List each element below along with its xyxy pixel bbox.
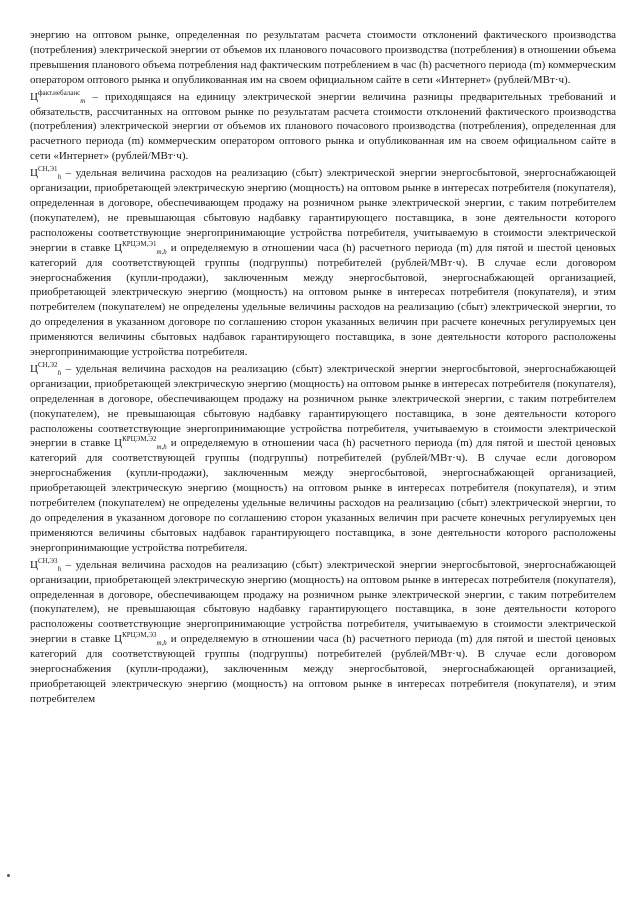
paragraph-sn-e2-text-after: и определяемую в отношении часа (h) расчетного периода (m) для пятой и шестой ценовых категорий для соответствующей группы (подгруппы) потребителей (рублей/МВт·ч). В случае если договором энергоснабжения (купли-продажи), заключенным между энергосбытовой, энергоснабжающей организацией, приобретающей электрическую энергию (мощность) на оптовом рынке в интересах потребителя (покупателя), и этим потребителем (покупателем) не определены удельные величины расходов на реализацию (сбыт) электрической энергии, то до определения в указанном договоре по соглашению сторон указанных величин при расчете конечных регулируемых цен применяются величины сбытовых надбавок гарантирующего поставщика, в зоне деятельности которого расположены энергопринимающие устройства потребителя. [30,437,616,554]
price-symbol-krcem-e1: $Ц^{КРЦЭМ,Э1}_{m,h}$ [114,239,167,256]
paragraph-fact-imbalance-text: – приходящаяся на единицу электрической энергии величина разницы предварительных требований и обязательств, рассчитанных на оптовом рынке по результатам расчета стоимости отклонений фактического производства (потребления) электрической энергии от объемов их планового почасового производства (потребления), определенная для расчетного периода (m) коммерческим оператором оптового рынка и опубликованная им на своем официальном сайте в сети «Интернет» (рублей/МВт·ч). [30,90,616,163]
paragraph-sn-e2-text-before: – удельная величина расходов на реализацию (сбыт) электрической энергии энергосбытовой, энергоснабжающей организации, приобретающей электрическую энергию (мощность) на оптовом рынке в интересах потребителя (покупателя), определенная в договоре, обеспечивающем продажу на розничном рынке электрической энергии, с таким потребителем (покупателем), не превышающая сбытовую надбавку гарантирующего поставщика, в зоне деятельности которого расположены соответствующие энергопринимающие устройства потребителя, учитываемую в стоимости электрической энергии в ставке [30,362,616,450]
price-symbol-krcem-e3: $Ц^{КРЦЭМ,Э3}_{m,h}$ [114,631,167,648]
price-symbol-sn-e3: $Ц^{СН,Э3}_h$ [30,556,62,573]
price-symbol-sn-e2: $Ц^{СН,Э2}_h$ [30,360,62,377]
scan-speck [7,874,10,877]
paragraph-sn-e1-text-after: и определяемую в отношении часа (h) расчетного периода (m) для пятой и шестой ценовых категорий для соответствующей группы (подгруппы) потребителей (рублей/МВт·ч). В случае если договором энергоснабжения (купли-продажи), заключенным между энергосбытовой, энергоснабжающей организацией, приобретающей электрическую энергию (мощность) на оптовом рынке в интересах потребителя (покупателя), и этим потребителем (покупателем) не определены удельные величины расходов на реализацию (сбыт) электрической энергии, то до определения в указанном договоре по соглашению сторон указанных величин при расчете конечных регулируемых цен применяются величины сбытовых надбавок гарантирующего поставщика, в зоне деятельности которого расположены энергопринимающие устройства потребителя. [30,241,616,359]
paragraph-1 [30,28,616,88]
paragraph-fact-imbalance [30,90,616,165]
price-symbol-fact-imbalance: $Ц^{факт.небаланс}_m$ [30,88,86,105]
paragraph-sn-e3-text-before: – удельная величина расходов на реализацию (сбыт) электрической энергии энергосбытовой, энергоснабжающей организации, приобретающей электрическую энергию (мощность) на оптовом рынке в интересах потребителя (покупателя), определенная в договоре, обеспечивающем продажу на розничном рынке электрической энергии, с таким потребителем (покупателем), не превышающая сбытовую надбавку гарантирующего поставщика, в зоне деятельности которого расположены соответствующие энергопринимающие устройства потребителя, учитываемую в стоимости электрической энергии в ставке [30,558,616,646]
paragraph-sn-e1 [30,166,616,360]
price-symbol-krcem-e2: $Ц^{КРЦЭМ,Э2}_{m,h}$ [114,435,167,452]
paragraph-sn-e2 [30,362,616,556]
paragraph-sn-e3 [30,558,616,707]
paragraph-1-text: энергию на оптовом рынке, определенная по результатам расчета стоимости отклонений фактического производства (потребления) электрической энергии от объемов их планового почасового производства (потребления) в отношении объема превышения планового объема потребления над фактическим потреблением в час (h) расчетного периода (m) коммерческим оператором оптового рынка и опубликованная им на своем официальном сайте в сети «Интернет» (рублей/МВт·ч). [30,29,616,86]
paragraph-sn-e3-text-after: и определяемую в отношении часа (h) расчетного периода (m) для пятой и шестой ценовых категорий для соответствующей группы (подгруппы) потребителей (рублей/МВт·ч). В случае если договором энергоснабжения (купли-продажи), заключенным между энергосбытовой, энергоснабжающей организацией, приобретающей электрическую энергию (мощность) на оптовом рынке в интересах потребителя (покупателя), и этим потребителем [30,633,616,705]
price-symbol-sn-e1: $Ц^{СН,Э1}_h$ [30,165,62,182]
paragraph-sn-e1-text-before: – удельная величина расходов на реализацию (сбыт) электрической энергии энергосбытовой, энергоснабжающей организации, приобретающей электрическую энергию (мощность) на оптовом рынке в интересах потребителя (покупателя), определенная в договоре, обеспечивающем продажу на розничном рынке электрической энергии, с таким потребителем (покупателем), не превышающая сбытовую надбавку гарантирующего поставщика, в зоне деятельности которого расположены соответствующие энергопринимающие устройства потребителя, учитываемую в стоимости электрической энергии в ставке [30,167,616,254]
document-page [30,28,616,709]
